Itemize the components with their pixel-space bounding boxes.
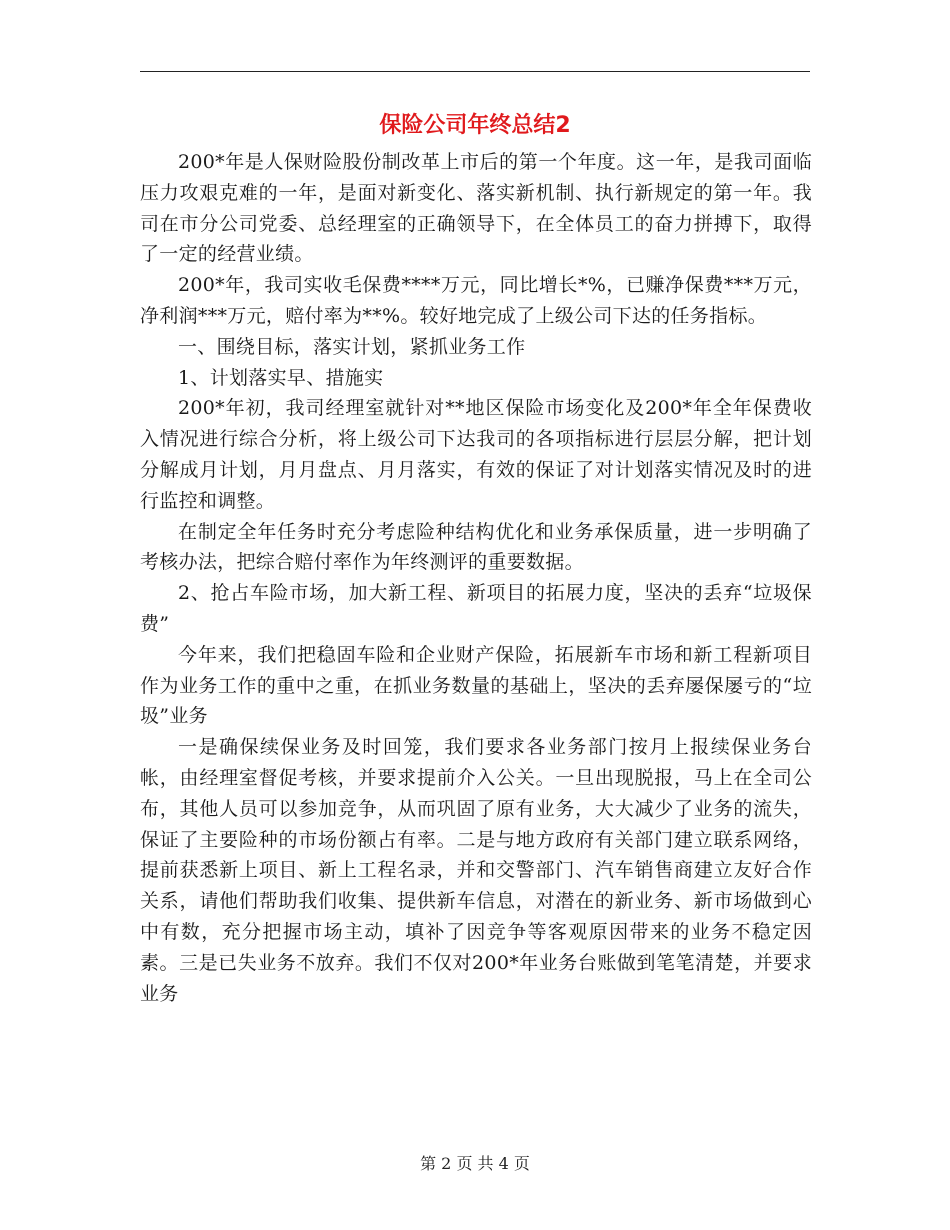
paragraph: 200*年，我司实收毛保费****万元，同比增长*%，已赚净保费***万元，净利润***万元，赔付率为**%。较好地完成了上级公司下达的任务指标。 [140, 274, 812, 327]
document-title: 保险公司年终总结2 [379, 113, 571, 138]
paragraph: 200*年是人保财险股份制改革上市后的第一个年度。这一年，是我司面临压力攻艰克难的一年，是面对新变化、落实新机制、执行新规定的第一年。我司在市分公司党委、总经理室的正确领导下，在全体员工的奋力拼搏下，取得了一定的经营业绩。 [140, 151, 812, 266]
paragraph: 今年来，我们把稳固车险和企业财产保险，拓展新车市场和新工程新项目作为业务工作的重中之重，在抓业务数量的基础上，坚决的丢弃屡保屡亏的“垃圾”业务 [140, 643, 812, 728]
paragraph: 在制定全年任务时充分考虑险种结构优化和业务承保质量，进一步明确了考核办法，把综合赔付率作为年终测评的重要数据。 [140, 520, 812, 574]
paragraph: 一是确保续保业务及时回笼，我们要求各业务部门按月上报续保业务台帐，由经理室督促考核，并要求提前介入公关。一旦出现脱报，马上在全司公布，其他人员可以参加竞争，从而巩固了原有业务，大大减少了业务的流失，保证了主要险种的市场份额占有率。二是与地方政府有关部门建立联系网络，提前获悉新上项目、新上工程名录，并和交警部门、汽车销售商建立友好合作关系，请他们帮助我们收集、提供新车信息，对潜在的新业务、新市场做到心中有数，充分把握市场主动，填补了因竞争等客观原因带来的业务不稳定因素。三是已失业务不放弃。我们不仅对200*年业务台账做到笔笔清楚，并要求业务 [140, 736, 812, 1005]
document-body [140, 147, 812, 1009]
subsection-heading: 1、计划落实早、措施实 [178, 366, 384, 389]
section-heading: 一、围绕目标，落实计划，紧抓业务工作 [178, 335, 526, 358]
header-rule [140, 71, 810, 72]
subsection-heading: 2、抢占车险市场，加大新工程、新项目的拓展力度，坚决的丢弃“垃圾保费” [140, 582, 812, 635]
page-footer: 第 2 页 共 4 页 [420, 1154, 530, 1173]
paragraph: 200*年初，我司经理室就针对**地区保险市场变化及200*年全年保费收入情况进行综合分析，将上级公司下达我司的各项指标进行层层分解，把计划分解成月计划，月月盘点、月月落实，有效的保证了对计划落实情况及时的进行监控和调整。 [140, 397, 812, 512]
